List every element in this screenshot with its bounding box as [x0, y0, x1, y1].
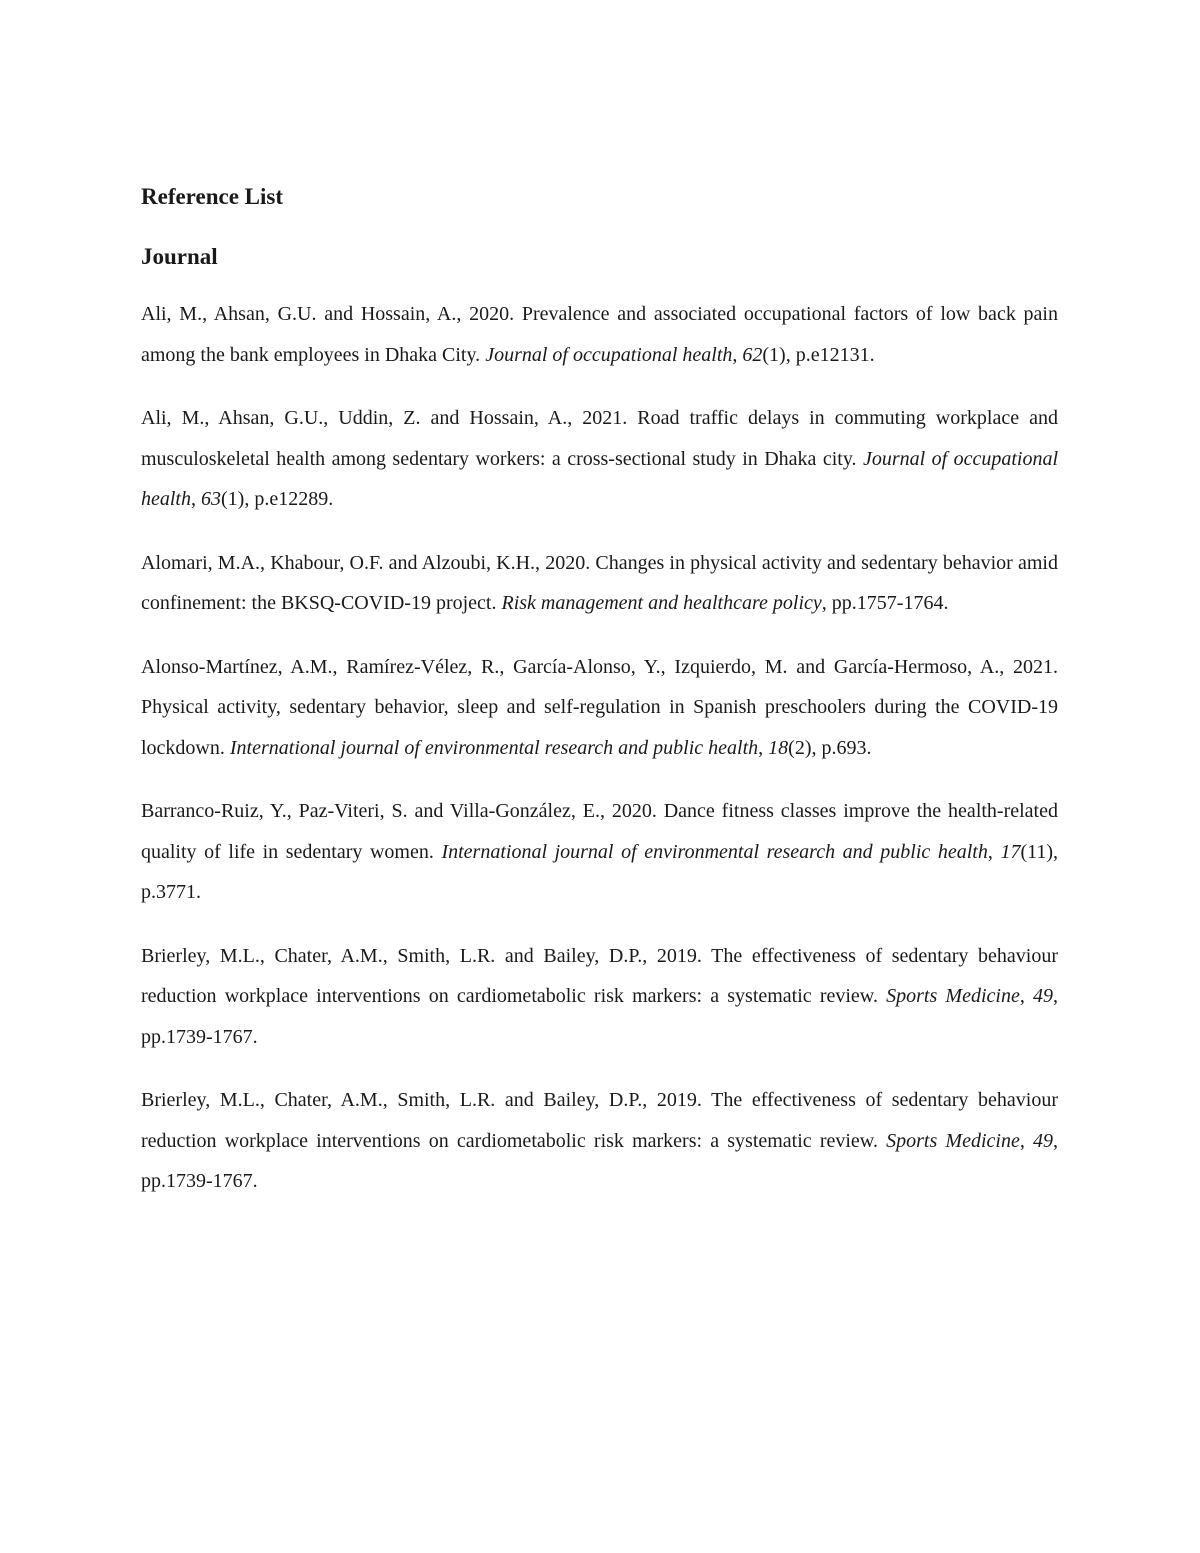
reference-citation: Alonso-Martínez, A.M., Ramírez-Vélez, R., García-Alonso, Y., Izquierdo, M. and García-Hermoso, A., 2021. Physical activity, sedentary behavior, sleep and self-regulation in Spanish preschoolers during the COVID-19 lockdown.: [141, 655, 1058, 759]
reference-volume: 62: [742, 343, 763, 366]
reference-entry: [141, 791, 1058, 913]
reference-journal: Risk management and healthcare policy: [501, 592, 822, 614]
reference-citation: Ali, M., Ahsan, G.U., Uddin, Z. and Hossain, A., 2021. Road traffic delays in commuting workplace and musculoskeletal health among sedentary workers: a cross-sectional study in Dhaka city.: [141, 407, 1058, 470]
reference-volume: 49: [1033, 985, 1053, 1007]
reference-list: [141, 294, 1058, 1202]
reference-pages: , pp.1739-1767.: [141, 1129, 1058, 1192]
reference-pages: (1), p.e12289.: [221, 488, 334, 510]
reference-entry: [141, 543, 1058, 624]
reference-separator: ,: [758, 736, 769, 759]
reference-volume: 49: [1033, 1129, 1053, 1152]
reference-separator: ,: [732, 343, 743, 366]
reference-separator: , pp.1757-1764.: [821, 592, 949, 614]
reference-separator: ,: [1019, 985, 1033, 1007]
reference-entry: [141, 647, 1058, 769]
reference-journal: Journal of occupational health: [485, 343, 733, 366]
page-title: Reference List: [141, 184, 283, 209]
reference-journal: Sports Medicine: [886, 985, 1020, 1007]
reference-pages: (11), p.3771.: [141, 840, 1059, 903]
reference-entry: [141, 398, 1058, 520]
reference-separator: ,: [1019, 1129, 1033, 1152]
reference-journal: Sports Medicine: [886, 1129, 1020, 1152]
reference-citation: Alomari, M.A., Khabour, O.F. and Alzoubi, K.H., 2020. Changes in physical activity and sedentary behavior amid confinement: the BKSQ-COVID-19 project.: [141, 551, 1058, 614]
reference-entry: [141, 1080, 1058, 1202]
reference-separator: ,: [987, 840, 1001, 863]
reference-volume: 63: [201, 488, 221, 510]
document-page: [141, 180, 1058, 1225]
reference-citation: Brierley, M.L., Chater, A.M., Smith, L.R. and Bailey, D.P., 2019. The effectiveness of sedentary behaviour reduction workplace interventions on cardiometabolic risk markers: a systematic review.: [141, 944, 1058, 1007]
reference-pages: , pp.1739-1767.: [141, 985, 1058, 1048]
reference-entry: [141, 294, 1058, 375]
reference-pages: (2), p.693.: [788, 736, 872, 759]
reference-separator: ,: [191, 488, 201, 510]
reference-citation: Brierley, M.L., Chater, A.M., Smith, L.R. and Bailey, D.P., 2019. The effectiveness of sedentary behaviour reduction workplace interventions on cardiometabolic risk markers: a systematic review.: [141, 1089, 1058, 1152]
reference-volume: 17: [1000, 840, 1021, 863]
reference-journal: International journal of environmental research and public health: [229, 736, 759, 759]
section-heading: Journal: [141, 244, 218, 269]
reference-journal: International journal of environmental research and public health: [441, 840, 988, 863]
reference-entry: [141, 936, 1058, 1058]
reference-journal: Journal of occupational health: [141, 447, 1058, 510]
reference-citation: Barranco-Ruiz, Y., Paz-Viteri, S. and Villa-González, E., 2020. Dance fitness classes improve the health-related quality of life in sedentary women.: [141, 800, 1058, 863]
reference-citation: Ali, M., Ahsan, G.U. and Hossain, A., 2020. Prevalence and associated occupational factors of low back pain among the bank employees in Dhaka City.: [141, 303, 1058, 366]
reference-volume: 18: [768, 736, 789, 759]
reference-pages: (1), p.e12131.: [762, 343, 875, 366]
